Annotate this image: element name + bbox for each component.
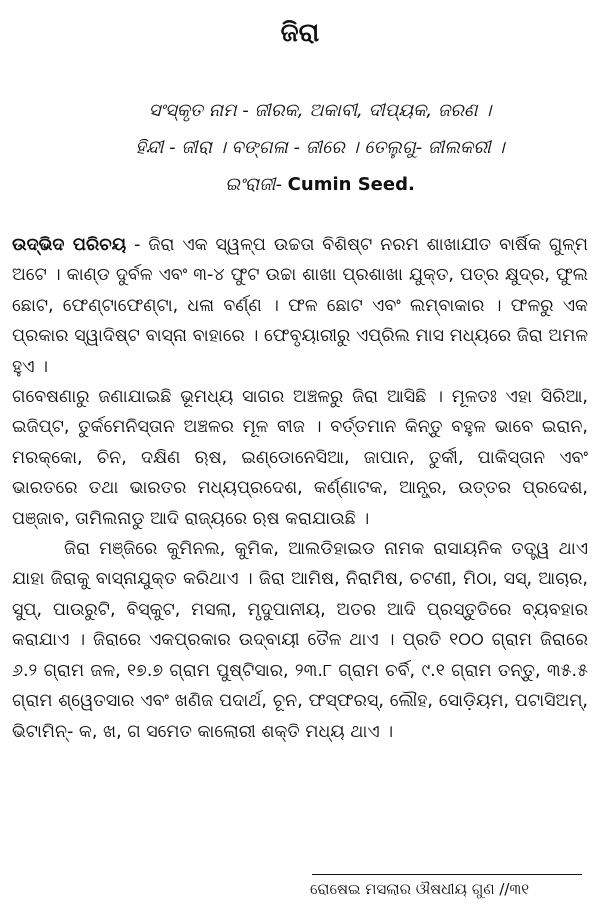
section-heading: ଉଦ୍ଭିଦ ପରିଚୟ: [12, 235, 127, 255]
english-name-line: [60, 166, 580, 203]
page-title: ଜିରା: [280, 18, 320, 48]
intro-text: - ଜିରା ଏକ ସ୍ୱଳ୍ପ ଉଚ୍ଚତା ବିଶିଷ୍ଟ ନରମ ଶାଖାଯୀତ ବାର୍ଷିକ ଗୁଳ୍ମ ଅଟେ । କାଣ୍ଡ ଦୁର୍ବଳ ଏବଂ ୩-୪ ଫୁଟ ଉଚ୍ଚା ଶାଖା ପ୍ରଶାଖା ଯୁକ୍ତ, ପତ୍ର କ୍ଷୁଦ୍ର, ଫୁଲ ଛୋଟ, ଫେଣ୍ଟାଫେଣ୍ଟା, ଧଳା ବର୍ଣ୍ଣ । ଫଳ ଛୋଟ ଏବଂ ଲମ୍ବାକାର । ଫଳରୁ ଏକ ପ୍ରକାର ସ୍ୱାଦିଷ୍ଟ ବାସ୍ନା ବାହାରେ । ଫେବୃୟାରୀରୁ ଏପ୍ରିଲ ମାସ ମଧ୍ୟରେ ଜିରା ଅମଳ ହୁଏ ।: [12, 235, 588, 377]
hindi-bengali-telugu-names: ହିନ୍ଦୀ - ଜୀରା । ବଙ୍ଗଳା - ଜୀରେ । ତେଲୁଗୁ- ଜୀଲକରୀ ।: [135, 137, 505, 158]
composition-paragraph: ଜିରା ମଞ୍ଜିରେ କୁମିନଲ, କୁମିକ, ଆଲଡିହାଇଡ ନାମକ ରାସାୟନିକ ତତ୍ତ୍ୱ ଥାଏ ଯାହା ଜିରାକୁ ବାସ୍ନାଯୁକ୍ତ କରିଥାଏ । ଜିରା ଆମିଷ, ନିରାମିଷ, ଚଟଣୀ, ମିଠା, ସସ୍, ଆଚାର, ସୁପ୍, ପାଉରୁଟି, ବିସ୍କୁଟ, ମସଲା, ମୃଦୁପାନୀୟ, ଅତର ଆଦି ପ୍ରସ୍ତୁତିରେ ବ୍ୟବହାର କରାଯାଏ । ଜିରାରେ ଏକପ୍ରକାର ଉଦ୍‌ବାୟୀ ତୈଳ ଥାଏ । ପ୍ରତି ୧୦୦ ଗ୍ରାମ ଜିରାରେ ୬.୨ ଗ୍ରାମ ଜଳ, ୧୭.୭ ଗ୍ରାମ ପୁଷ୍ଟିସାର, ୨୩.୮ ଗ୍ରାମ ଚର୍ବି, ୯.୧ ଗ୍ରାମ ତନ୍ତୁ, ୩୫.୫ ଗ୍ରାମ ଶ୍ୱେତସାର ଏବଂ ଖଣିଜ ପଦାର୍ଥ, ଚୂନ, ଫସ୍‌ଫରସ୍, ଲୌହ, ସୋଡ଼ିୟମ, ପଟାସିଅମ୍, ଭିଟାମିନ୍- କ, ଖ, ଗ ସମେତ କାଲୋରୀ ଶକ୍ତି ମଧ୍ୟ ଥାଏ ।: [12, 539, 588, 742]
body-text: [12, 230, 588, 747]
footer-rule: [312, 874, 582, 875]
english-name-prefix: ଇଂରାଜୀ-: [225, 174, 288, 195]
english-name: Cumin Seed.: [287, 174, 415, 195]
sanskrit-names: ସଂସ୍କୃତ ନାମ - ଜୀରକ, ଅକାବୀ, ଦୀପ୍ୟକ, ଜରଣ ।: [148, 100, 492, 121]
page-footer: ରୋଷେଇ ମସଲାର ଔଷଧୀୟ ଗୁଣ //୩୧: [310, 880, 530, 898]
names-block: [60, 92, 580, 203]
intro-paragraph: [12, 230, 588, 382]
origin-paragraph: ଗବେଷଣାରୁ ଜଣାଯାଇଛି ଭୂମଧ୍ୟ ସାଗର ଅଞ୍ଚଳରୁ ଜିରା ଆସିଛି । ମୂଳତଃ ଏହା ସିରିଆ, ଇଜିପ୍ଟ, ତୁର୍କମେନିସ୍ତାନ ଅଞ୍ଚଳର ମୂଳ ବୀଜ । ବର୍ତ୍ତମାନ କିନ୍ତୁ ବହୁଳ ଭାବେ ଇରାନ, ମରକ୍କୋ, ଚିନ, ଦକ୍ଷିଣ ଋଷ, ଇଣ୍ଡୋନେସିଆ, ଜାପାନ, ତୁର୍କୀ, ପାକିସ୍ତାନ ଏବଂ ଭାରତରେ ତଥା ଭାରତର ମଧ୍ୟପ୍ରଦେଶ, କର୍ଣ୍ଣାଟକ, ଆନ୍ଧ୍ର, ଉତ୍ତର ପ୍ରଦେଶ, ପଞ୍ଜାବ, ତାମିଲନାଡୁ ଆଦି ରାଜ୍ୟରେ ଋଷ କରାଯାଉଛି ।: [12, 387, 588, 529]
